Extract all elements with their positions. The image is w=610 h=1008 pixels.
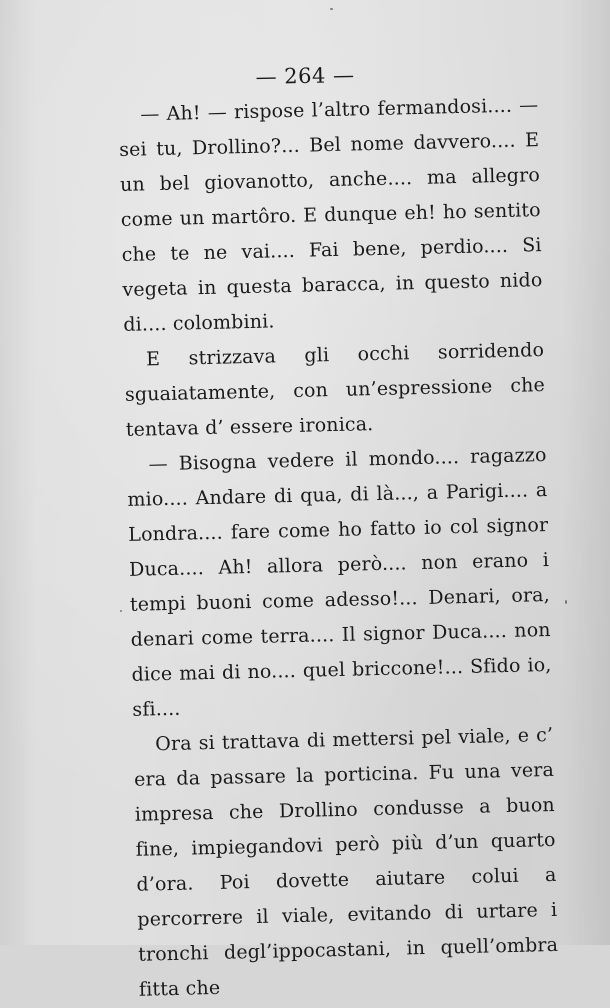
ink-speck	[565, 600, 567, 604]
paragraph-3: — Bisogna vedere il mondo.... ragazzo mio.... Andare di qua, di là..., a Parigi.... a Londra.... fare come ho fatto io col signor Duca.... Ah! allora però.... non erano i tempi buoni come adesso!... Denari, ora, denari come terra.... Il signor Duca.... non dice mai di no.... quel briccone!... Sfido io, sfi....	[127, 444, 552, 721]
page-number-header: — 264 —	[255, 62, 355, 90]
body-text	[118, 88, 559, 1008]
paragraph-1: — Ah! — rispose l’altro fermandosi.... — sei tu, Drollino?... Bel nome davvero.... E un bel giovanotto, anche.... ma allegro come un martôro. E dunque eh! ho sentito che te ne vai.... Fai bene, perdio.... Si vegeta in questa baracca, in questo nido di.... colombini.	[118, 94, 543, 336]
ink-speck	[330, 8, 333, 10]
ink-speck	[120, 610, 122, 612]
paragraph-2: E strizzava gli occhi sorridendo sguaiatamente, con un’espressione che tentava d’ essere ironica.	[124, 339, 546, 441]
paragraph-4: Ora si trattava di mettersi pel viale, e c’ era da passare la porticina. Fu una vera impresa che Drollino condusse a buon fine, impiegandovi però più d’un quarto d’ora. Poi dovette aiutare colui a percorrere il viale, evitando di urtare i tronchi degl’ippocastani, in quell’ombra fitta che	[133, 723, 559, 1001]
